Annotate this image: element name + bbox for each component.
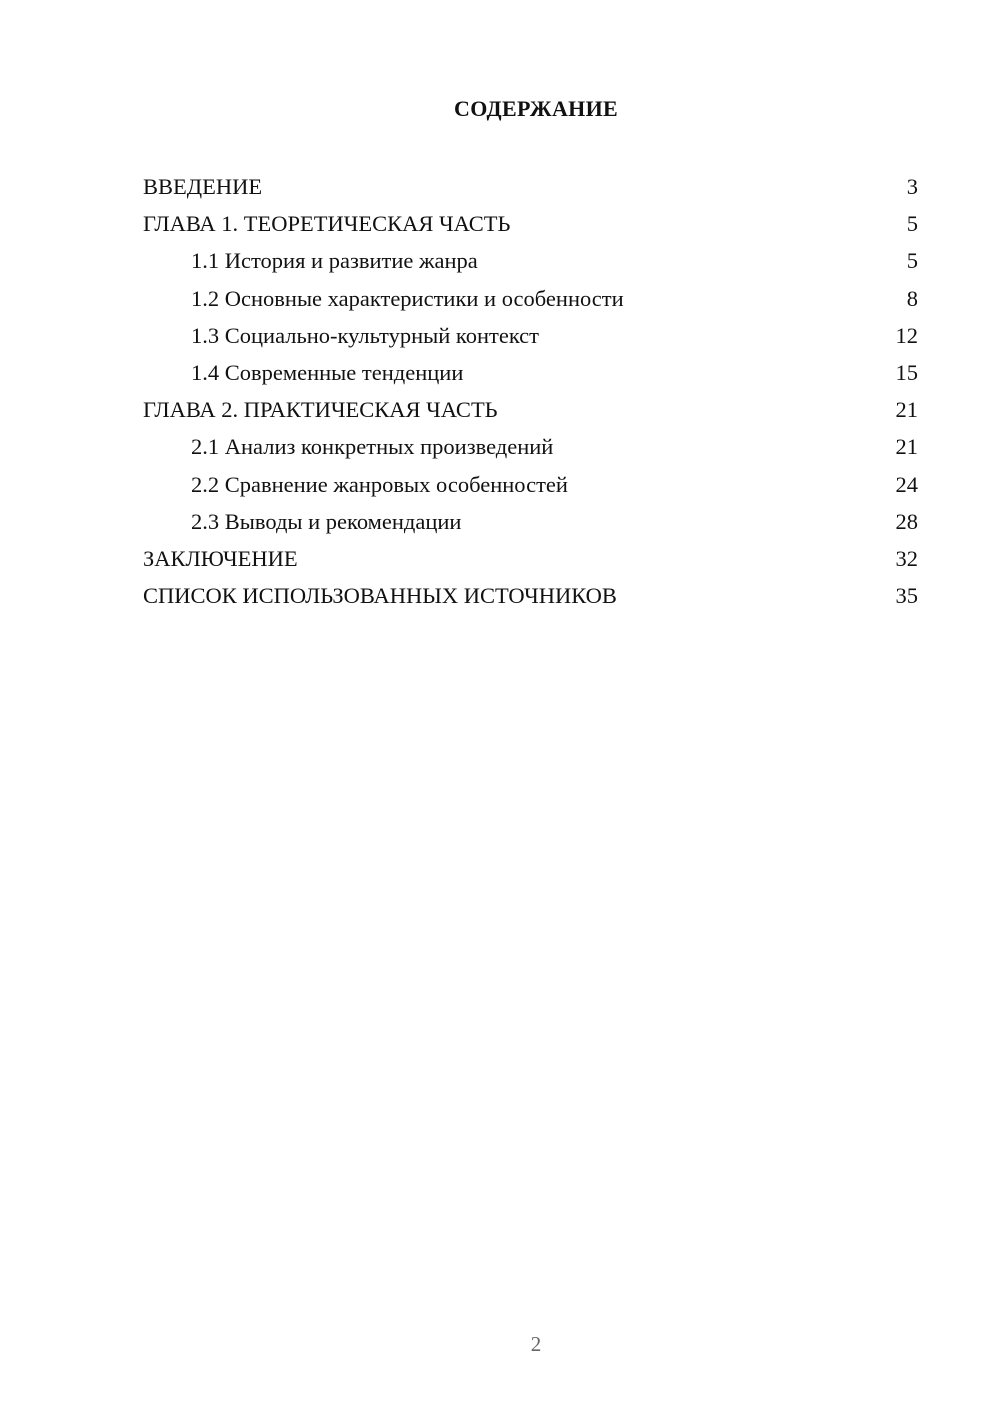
toc-entry-title: 1.4 Современные тенденции bbox=[191, 359, 464, 385]
toc-entry-section-2-2[interactable] bbox=[143, 466, 918, 503]
toc-entry-title: 2.2 Сравнение жанровых особенностей bbox=[191, 471, 568, 497]
toc-entry-title: 1.2 Основные характеристики и особенности bbox=[191, 285, 624, 311]
toc-entry-page: 5 bbox=[906, 211, 918, 237]
toc-entry-section-2-3[interactable] bbox=[143, 503, 918, 540]
toc-entry-title: 2.3 Выводы и рекомендации bbox=[191, 508, 462, 534]
toc-entry-section-1-3[interactable] bbox=[143, 317, 918, 354]
toc-entry-page: 3 bbox=[906, 174, 918, 199]
toc-entry-section-2-1[interactable] bbox=[143, 428, 918, 465]
toc-entry-title: 2.1 Анализ конкретных произведений bbox=[191, 434, 554, 460]
toc-entry-page: 28 bbox=[895, 508, 918, 534]
toc-entry-page: 5 bbox=[906, 248, 918, 274]
toc-entry-chapter-2[interactable] bbox=[143, 391, 918, 428]
toc-entry-page: 8 bbox=[906, 285, 918, 311]
toc-entry-title: 1.3 Социально-культурный контекст bbox=[191, 322, 540, 348]
toc-entry-page: 24 bbox=[895, 471, 918, 497]
toc-entry-title: СПИСОК ИСПОЛЬЗОВАННЫХ ИСТОЧНИКОВ bbox=[143, 583, 617, 609]
toc-entry-conclusion[interactable] bbox=[143, 540, 918, 577]
table-of-contents bbox=[143, 168, 918, 614]
toc-entry-section-1-1[interactable] bbox=[143, 242, 918, 279]
toc-entry-title: ГЛАВА 1. ТЕОРЕТИЧЕСКАЯ ЧАСТЬ bbox=[143, 211, 511, 237]
toc-entry-page: 32 bbox=[895, 545, 918, 571]
toc-entry-references[interactable] bbox=[143, 577, 918, 614]
toc-heading: СОДЕРЖАНИЕ bbox=[454, 96, 618, 121]
toc-entry-page: 21 bbox=[895, 434, 918, 460]
toc-entry-chapter-1[interactable] bbox=[143, 205, 918, 242]
toc-entry-page: 15 bbox=[895, 359, 918, 385]
toc-entry-title: 1.1 История и развитие жанра bbox=[191, 248, 478, 274]
toc-entry-title: ВВЕДЕНИЕ bbox=[143, 174, 263, 199]
toc-entry-section-1-2[interactable] bbox=[143, 280, 918, 317]
toc-entry-page: 12 bbox=[895, 322, 918, 348]
toc-entry-introduction[interactable] bbox=[143, 168, 918, 205]
toc-entry-title: ГЛАВА 2. ПРАКТИЧЕСКАЯ ЧАСТЬ bbox=[143, 397, 498, 423]
toc-entry-section-1-4[interactable] bbox=[143, 354, 918, 391]
page-number: 2 bbox=[530, 1332, 542, 1356]
toc-entry-page: 21 bbox=[895, 397, 918, 423]
toc-entry-page: 35 bbox=[895, 583, 918, 609]
toc-entry-title: ЗАКЛЮЧЕНИЕ bbox=[143, 545, 298, 571]
